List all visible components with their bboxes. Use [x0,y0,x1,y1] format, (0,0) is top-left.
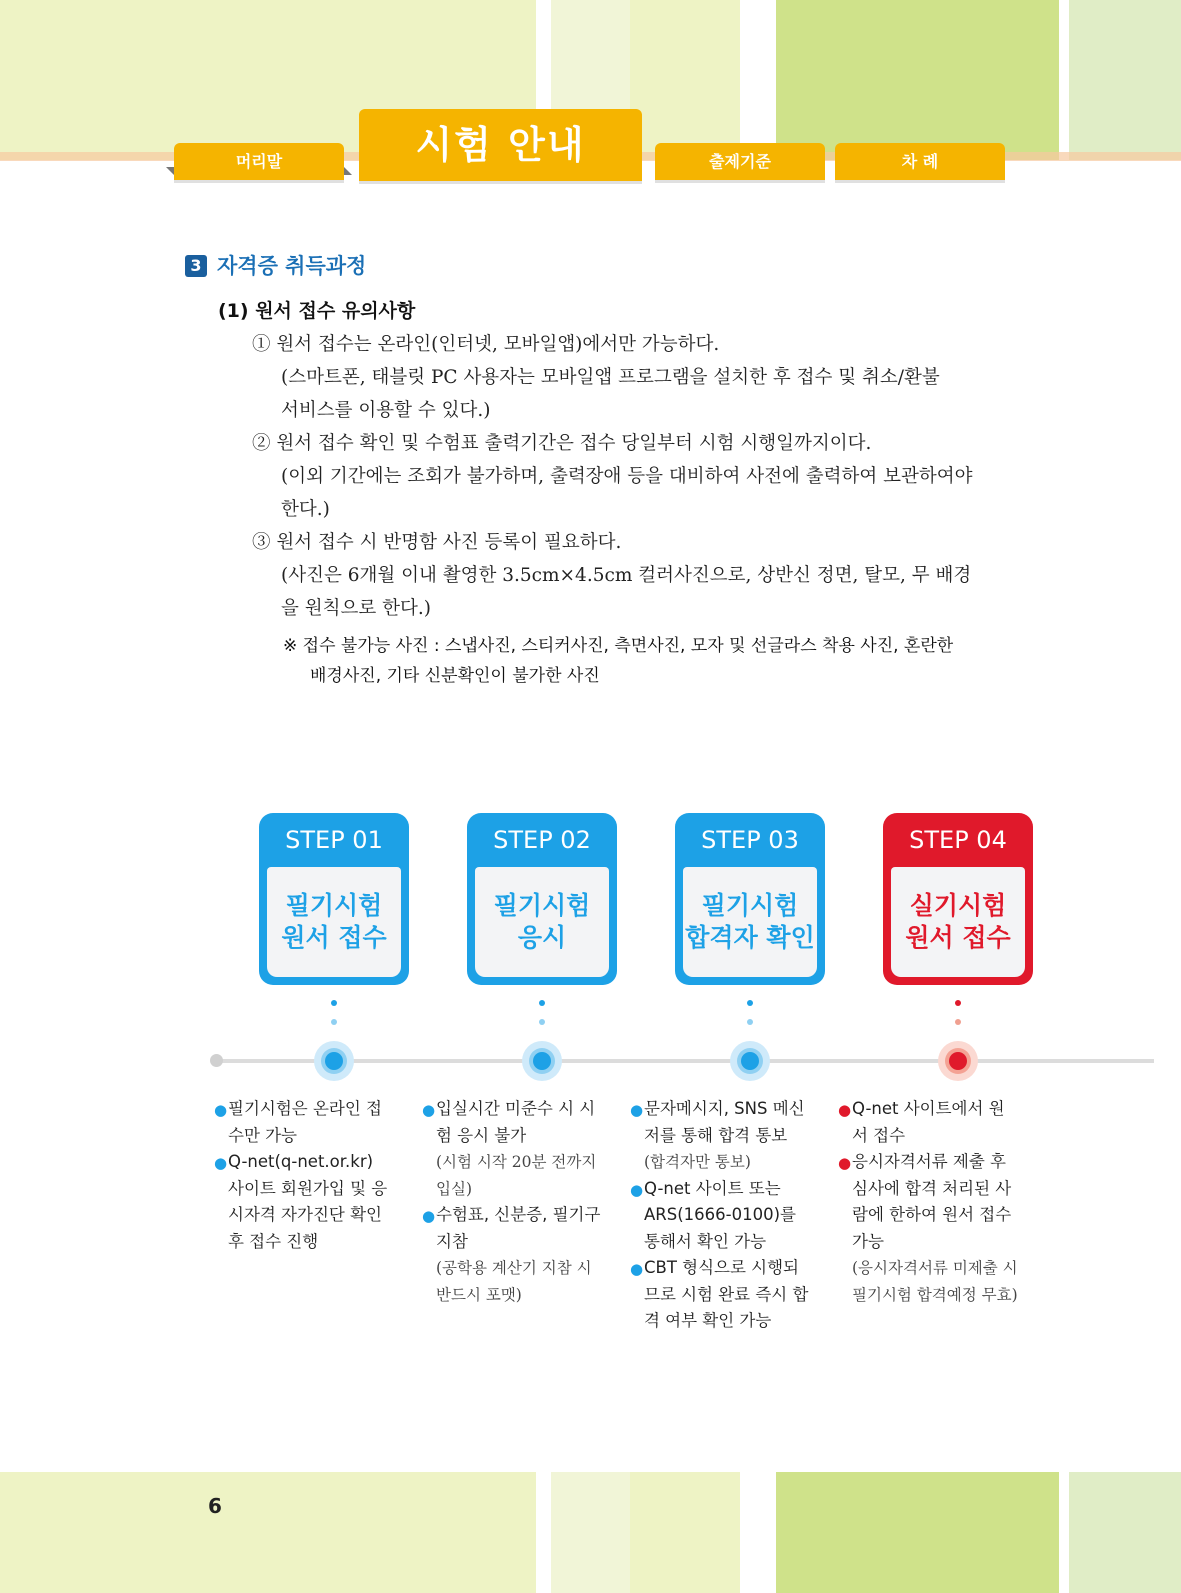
photo-note-line: ※ 접수 불가능 사진 : 스냅사진, 스티커사진, 측면사진, 모자 및 선글라스 착용 사진, 혼란한 [283,636,954,656]
section-number: 3 [185,255,207,277]
step-card-2 [467,813,617,985]
step-card-3 [675,813,825,985]
connector-dot [331,1000,337,1006]
step-card-1 [259,813,409,985]
step-name: 실기시험 원서 접수 [905,891,1011,952]
detail-subnote: (시험 시작 20분 전까지 입실) [436,1153,597,1198]
step-body [891,867,1025,977]
step-body [475,867,609,977]
connector-dot [955,1000,961,1006]
detail-subnote: (공학용 계산기 지참 시 반드시 포맷) [436,1259,592,1304]
step-details-3 [630,1096,810,1335]
step-label: STEP 03 [701,826,799,854]
step-details-2 [422,1096,602,1308]
step-label: STEP 04 [909,826,1007,854]
subsection-title: (1) 원서 접수 유의사항 [218,300,416,322]
timeline-node-2 [522,1041,562,1081]
step-name: 필기시험 원서 접수 [281,891,387,952]
detail-bullet: ● Q-net 사이트 또는 ARS(1666-0100)를 통해서 확인 가능 [630,1178,796,1251]
notice-item-main: ② 원서 접수 확인 및 수험표 출력기간은 접수 당일부터 시험 시행일까지이다. [252,433,872,454]
detail-bullet: ● 필기시험은 온라인 접수만 가능 [214,1099,382,1145]
step-details-1 [214,1096,394,1255]
connector-dot [331,1019,337,1025]
notice-item-detail: 을 원칙으로 한다.) [281,598,431,619]
tab-fold [344,167,352,175]
page-number: 6 [208,1494,222,1518]
timeline-node-4 [938,1041,978,1081]
step-card-4 [883,813,1033,985]
notice-item-3 [252,526,998,625]
footer-band-1 [0,1472,536,1593]
step-label: STEP 01 [285,826,383,854]
detail-subnote: (합격자만 통보) [644,1153,751,1171]
notice-item-detail: (이외 기간에는 조회가 불가하며, 출력장애 등을 대비하여 사전에 출력하여 보관하여야 [281,466,973,487]
tab-fold [166,167,174,175]
connector-dot [955,1019,961,1025]
section-title [185,250,366,280]
notice-item-detail: 서비스를 이용할 수 있다.) [281,400,491,421]
footer-band-4 [776,1472,1059,1593]
detail-subnote: (응시자격서류 미제출 시 필기시험 합격예정 무효) [852,1259,1018,1304]
timeline-node-1 [314,1041,354,1081]
timeline-start-dot [210,1054,223,1067]
connector-dot [747,1019,753,1025]
tab-exam-criteria[interactable]: 출제기준 [655,143,825,180]
step-name: 필기시험 합격자 확인 [685,891,815,952]
connector-dot [747,1000,753,1006]
detail-bullet: ● Q-net 사이트에서 원서 접수 [838,1099,1005,1145]
footer-band-5 [1069,1472,1181,1593]
timeline-line [214,1059,1154,1063]
detail-bullet: ● 수험표, 신분증, 필기구 지참 [422,1205,601,1251]
header-band-5 [1069,0,1181,160]
detail-bullet: ● 응시자격서류 제출 후 심사에 합격 처리된 사람에 한하여 원서 접수 가능 [838,1152,1012,1251]
photo-note [283,631,1003,691]
step-body [683,867,817,977]
notice-item-main: ① 원서 접수는 온라인(인터넷, 모바일앱)에서만 가능하다. [252,334,720,355]
detail-bullet: ● 입실시간 미준수 시 시험 응시 불가 [422,1099,596,1145]
notice-item-detail: 한다.) [281,499,330,520]
detail-bullet: ● 문자메시지, SNS 메신저를 통해 합격 통보 [630,1099,805,1145]
detail-bullet: ● Q-net(q-net.or.kr) 사이트 회원가입 및 응시자격 자가진단 확인 후 접수 진행 [214,1152,388,1251]
timeline-node-3 [730,1041,770,1081]
header-band-3 [630,0,740,160]
connector-dot [539,1019,545,1025]
notice-item-main: ③ 원서 접수 시 반명함 사진 등록이 필요하다. [252,532,622,553]
notice-item-2 [252,427,998,526]
connector-dot [539,1000,545,1006]
header-band-4 [776,0,1059,160]
photo-note-line: 배경사진, 기타 신분확인이 불가한 사진 [310,666,600,686]
section-title-text: 자격증 취득과정 [217,254,367,278]
footer-band-3 [630,1472,740,1593]
step-label: STEP 02 [493,826,591,854]
footer-band-2 [551,1472,630,1593]
tab-preface[interactable]: 머리말 [174,143,344,180]
tab-contents[interactable]: 차 례 [835,143,1005,180]
tab-exam-guide[interactable]: 시험 안내 [359,109,642,181]
step-body [267,867,401,977]
notice-item-detail: (스마트폰, 태블릿 PC 사용자는 모바일앱 프로그램을 설치한 후 접수 및 취소/환불 [281,367,940,388]
step-details-4 [838,1096,1018,1308]
notice-item-1 [252,328,998,427]
notice-item-detail: (사진은 6개월 이내 촬영한 3.5cm×4.5cm 컬러사진으로, 상반신 정면, 탈모, 무 배경 [281,565,972,586]
step-name: 필기시험 응시 [493,891,591,952]
detail-bullet: ● CBT 형식으로 시행되므로 시험 완료 즉시 합격 여부 확인 가능 [630,1258,809,1330]
